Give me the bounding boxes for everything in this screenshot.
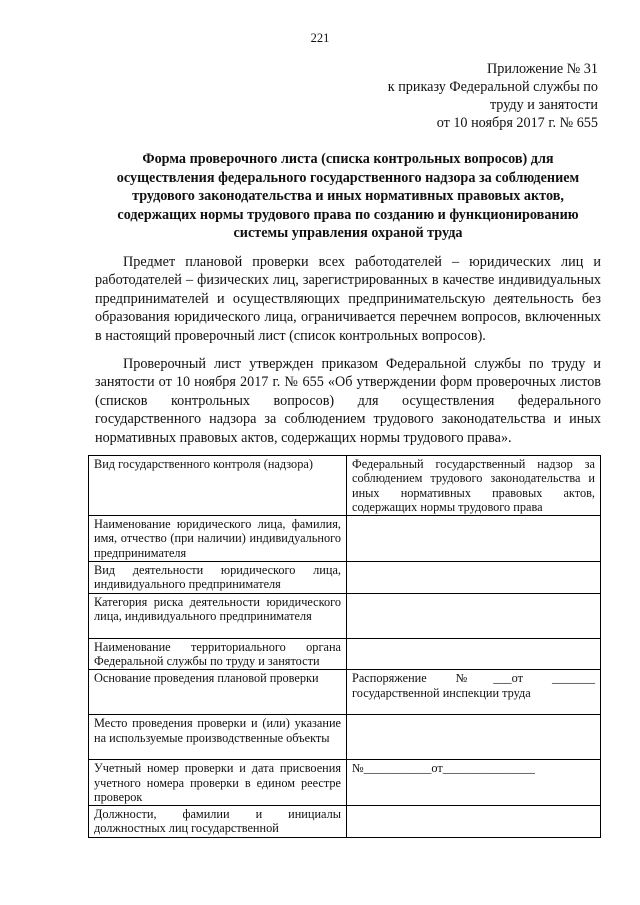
appendix-block bbox=[388, 60, 598, 132]
row-value bbox=[347, 516, 601, 562]
table-row bbox=[89, 715, 601, 760]
appendix-line-1: Приложение № 31 bbox=[487, 61, 598, 77]
row-value: №___________от_______________ bbox=[347, 760, 601, 806]
row-value: Распоряжение №___от _______ государственной инспекции труда bbox=[347, 670, 601, 715]
row-value bbox=[347, 638, 601, 670]
table-row bbox=[89, 806, 601, 838]
table-row bbox=[89, 516, 601, 562]
row-label: Учетный номер проверки и дата присвоения учетного номера проверки в едином реестре проверок bbox=[89, 760, 347, 806]
row-value bbox=[347, 806, 601, 838]
row-label: Наименование юридического лица, фамилия, имя, отчество (при наличии) индивидуального предпринимателя bbox=[89, 516, 347, 562]
table-row bbox=[89, 760, 601, 806]
row-value: Федеральный государственный надзор за соблюдением трудового законодательства и иных нормативных правовых актов, содержащих нормы трудового права bbox=[347, 456, 601, 516]
paragraph-approval: Проверочный лист утвержден приказом Федеральной службы по труду и занятости от 10 ноября 2017 г. № 655 «Об утверждении форм проверочных листов (списков контрольных вопросов) для осуществления федерального государственного надзора за соблюдением трудового законодательства и иных нормативных правовых актов, содержащих нормы трудового права». bbox=[95, 356, 601, 446]
table-row bbox=[89, 562, 601, 594]
row-value bbox=[347, 715, 601, 760]
table-row bbox=[89, 638, 601, 670]
row-label: Вид государственного контроля (надзора) bbox=[89, 456, 347, 516]
row-label: Основание проведения плановой проверки bbox=[89, 670, 347, 715]
row-label: Должности, фамилии и инициалы должностных лиц государственной bbox=[89, 806, 347, 838]
row-value bbox=[347, 562, 601, 594]
row-label: Место проведения проверки и (или) указание на используемые производственные объекты bbox=[89, 715, 347, 760]
row-label: Наименование территориального органа Федеральной службы по труду и занятости bbox=[89, 638, 347, 670]
appendix-line-4: от 10 ноября 2017 г. № 655 bbox=[436, 115, 598, 131]
table-row bbox=[89, 456, 601, 516]
inspection-details-table bbox=[88, 455, 601, 838]
appendix-line-3: труду и занятости bbox=[489, 97, 598, 113]
paragraph-subject: Предмет плановой проверки всех работодателей – юридических лиц и работодателей – физических лиц, зарегистрированных в качестве индивидуальных предпринимателей и осуществляющих предпринимательскую деятельность без образования юридического лица, ограничивается перечнем вопросов, включенных в настоящий проверочный лист (список контрольных вопросов). bbox=[95, 254, 601, 344]
page-number: 221 bbox=[310, 31, 330, 45]
table-row bbox=[89, 670, 601, 715]
table-row bbox=[89, 593, 601, 638]
row-value bbox=[347, 593, 601, 638]
form-title: Форма проверочного листа (списка контрольных вопросов) для осуществления федерального государственного надзора за соблюдением трудового законодательства и иных нормативных правовых актов, содержащих нормы трудового права по созданию и функционированию системы управления охраной труда bbox=[116, 151, 580, 241]
row-label: Категория риска деятельности юридического лица, индивидуального предпринимателя bbox=[89, 593, 347, 638]
row-label: Вид деятельности юридического лица, индивидуального предпринимателя bbox=[89, 562, 347, 594]
appendix-line-2: к приказу Федеральной службы по bbox=[387, 79, 598, 95]
